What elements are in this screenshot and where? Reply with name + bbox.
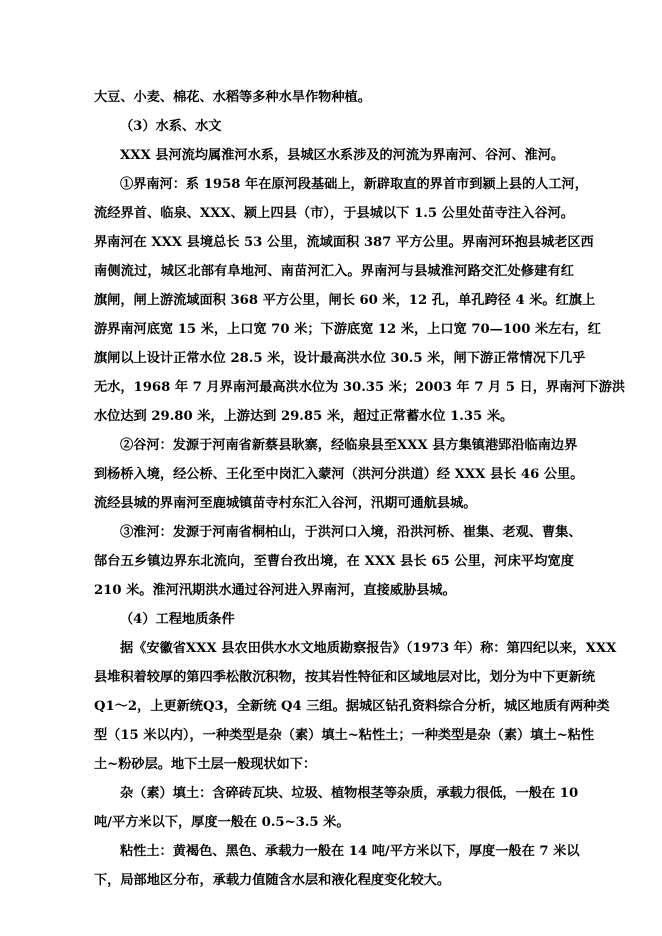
paragraph-line: 粘性土：黄褐色、黑色、承载力一般在 14 吨/平方米以下，厚度一般在 7 米以 (120, 844, 580, 859)
paragraph-line: Q1～2，上更新统Q3，全新统 Q4 三组。据城区钻孔资料综合分析，城区地质有两种类 (94, 699, 610, 714)
paragraph-line: ②谷河：发源于河南省新蔡县耿寨，经临泉县至XXX 县方集镇港郢沿临南边界 (120, 438, 578, 453)
paragraph-line: 游界南河底宽 15 米，上口宽 70 米；下游底宽 12 米，上口宽 70—100 米左右，红 (94, 322, 601, 337)
paragraph-line: 型（15 米以内），一种类型是杂（素）填土~粘性土；一种类型是杂（素）填土~粘性 (94, 728, 595, 743)
section-heading-hydrology: （3）水系、水文 (120, 119, 222, 134)
paragraph-line: 县堆积着较厚的第四季松散沉积物，按其岩性特征和区域地层对比，划分为中下更新统 (94, 670, 596, 685)
paragraph-line: 无水，1968 年 7 月界南河最高洪水位为 30.35 米；2003 年 7 月 5 日，界南河下游洪 (94, 380, 626, 395)
paragraph-line: 下，局部地区分布，承载力值随含水层和液化程度变化较大。 (94, 873, 451, 888)
paragraph-line: 流经界首、临泉、XXX、颍上四县（市），于县城以下 1.5 公里处苗寺注入谷河。 (94, 206, 574, 221)
section-heading-geology: （4）工程地质条件 (120, 612, 235, 627)
paragraph-line: 旗闸，闸上游流域面积 368 平方公里，闸长 60 米，12 孔，单孔跨径 4 米。红旗上 (94, 293, 596, 308)
paragraph-line: 郜台五乡镇边界东北流向，至曹台孜出境，在 XXX 县长 65 公里，河床平均宽度 (94, 554, 574, 569)
paragraph-line: 水位达到 29.80 米，上游达到 29.85 米，超过正常蓄水位 1.35 米。 (94, 409, 514, 424)
paragraph-line: 大豆、小麦、棉花、水稻等多种水旱作物种植。 (94, 90, 371, 105)
paragraph-line: 杂（素）填土：含碎砖瓦块、垃圾、植物根茎等杂质，承载力很低，一般在 10 (120, 786, 579, 801)
paragraph-line: 到杨桥入境，经公桥、王化至中岗汇入蒙河（洪河分洪道）经 XXX 县长 46 公里。 (94, 467, 584, 482)
paragraph-line: 210 米。淮河汛期洪水通过谷河进入界南河，直接威胁县城。 (94, 583, 456, 598)
paragraph-line: 吨/平方米以下，厚度一般在 0.5~3.5 米。 (94, 815, 350, 830)
paragraph-line: 界南河在 XXX 县境总长 53 公里，流域面积 387 平方公里。界南河环抱县城老区西 (94, 235, 594, 250)
paragraph-line: ①界南河：系 1958 年在原河段基础上，新辟取直的界首市到颍上县的人工河， (120, 177, 588, 192)
paragraph-line: XXX 县河流均属淮河水系，县城区水系涉及的河流为界南河、谷河、淮河。 (120, 148, 565, 163)
paragraph-line: 土~粉砂层。地下土层一般现状如下： (94, 757, 317, 772)
paragraph-line: 流经县城的界南河至鹿城镇苗寺村东汇入谷河，汛期可通航县城。 (94, 496, 477, 511)
paragraph-line: 南侧流过，城区北部有阜地河、南苗河汇入。界南河与县城淮河路交汇处修建有红 (94, 264, 574, 279)
paragraph-line: 据《安徽省XXX 县农田供水水文地质勘察报告》（1973 年）称：第四纪以来，XXX (120, 641, 617, 656)
paragraph-line: ③淮河：发源于河南省桐柏山，于洪河口入境，沿洪河桥、崔集、老观、曹集、 (120, 525, 582, 540)
paragraph-line: 旗闸以上设计正常水位 28.5 米，设计最高洪水位 30.5 米，闸下游正常情况下几乎 (94, 351, 586, 366)
